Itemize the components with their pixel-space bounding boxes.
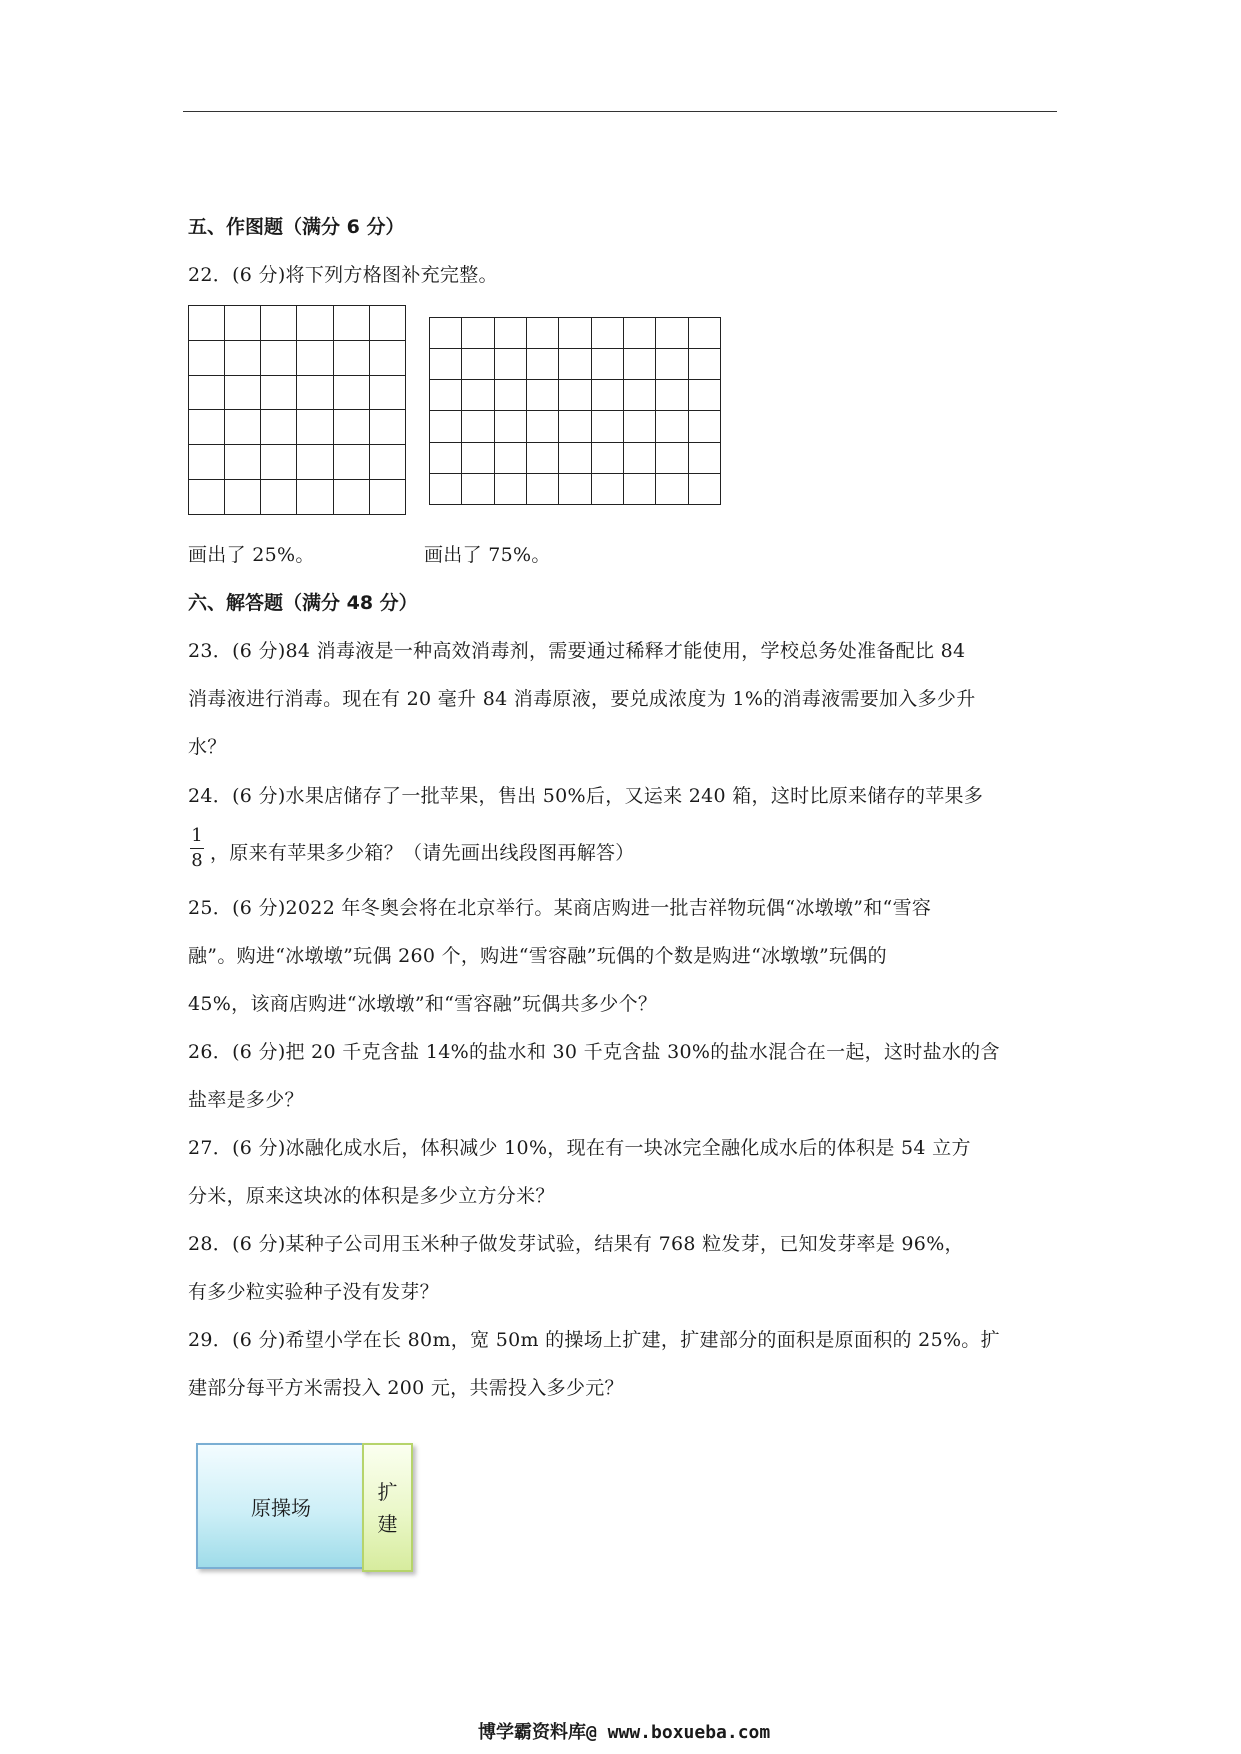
grid-cell <box>369 445 405 480</box>
grid-cell <box>591 411 623 442</box>
grid-cell <box>462 380 494 411</box>
grid-cell <box>430 318 462 349</box>
grid-cell <box>225 445 261 480</box>
grid-cell <box>189 340 225 375</box>
q23-line: 23．(6 分)84 消毒液是一种高效消毒剂，需要通过稀释才能使用，学校总务处准备配比 84 <box>188 640 966 662</box>
grid-cell <box>297 445 333 480</box>
grid-cell <box>369 480 405 515</box>
footer-watermark: 博学霸资料库@ www.boxueba.com <box>478 1722 771 1743</box>
grid-cell <box>494 380 526 411</box>
grid-row <box>430 318 721 349</box>
grid-cell <box>591 380 623 411</box>
grid-cell <box>591 473 623 504</box>
grid-cell <box>297 480 333 515</box>
grid-cell <box>623 349 655 380</box>
grid-cell <box>333 306 369 341</box>
grid-cell <box>559 473 591 504</box>
grid-cell <box>225 410 261 445</box>
q23-line: 水？ <box>188 736 227 758</box>
section6-title: 六、解答题（满分 48 分） <box>188 592 418 614</box>
caption-left: 画出了 25%。 <box>188 544 315 566</box>
grid-cell <box>623 442 655 473</box>
grid-cell <box>430 473 462 504</box>
grid-cell <box>189 480 225 515</box>
grid-cell <box>623 473 655 504</box>
grid-cell <box>688 380 720 411</box>
grid-cell <box>333 375 369 410</box>
grid-cell <box>656 349 688 380</box>
grid-cell <box>430 349 462 380</box>
q26-line: 26．(6 分)把 20 千克含盐 14%的盐水和 30 千克含盐 30%的盐水混合在一起，这时盐水的含 <box>188 1041 1000 1063</box>
grid-cell <box>526 349 558 380</box>
grid-cell <box>189 306 225 341</box>
grid-cell <box>369 375 405 410</box>
grid-right <box>429 317 721 505</box>
grid-cell <box>462 473 494 504</box>
grid-cell <box>297 375 333 410</box>
caption-right: 画出了 75%。 <box>424 544 551 566</box>
grid-row <box>430 349 721 380</box>
grid-cell <box>261 480 297 515</box>
grid-cell <box>526 411 558 442</box>
q25-line: 融”。购进“冰墩墩”玩偶 260 个，购进“雪容融”玩偶的个数是购进“冰墩墩”玩偶的 <box>188 945 887 967</box>
q28-line: 有多少粒实验种子没有发芽？ <box>188 1281 439 1303</box>
q26-line: 盐率是多少？ <box>188 1089 304 1111</box>
grid-cell <box>656 380 688 411</box>
grid-cell <box>261 410 297 445</box>
grid-row <box>430 442 721 473</box>
q29-line: 29．(6 分)希望小学在长 80m，宽 50m 的操场上扩建，扩建部分的面积是原面积的 25%。扩 <box>188 1329 1000 1351</box>
q24-fraction <box>190 826 204 871</box>
q25-line: 25．(6 分)2022 年冬奥会将在北京举行。某商店购进一批吉祥物玩偶“冰墩墩”和“雪容 <box>188 897 932 919</box>
grid-cell <box>688 349 720 380</box>
grid-cell <box>369 340 405 375</box>
grid-cell <box>526 473 558 504</box>
section5-title: 五、作图题（满分 6 分） <box>188 216 405 238</box>
grid-cell <box>656 442 688 473</box>
grid-row <box>430 411 721 442</box>
extension-label: 扩 <box>377 1479 398 1504</box>
grid-cell <box>297 340 333 375</box>
original-field-box <box>196 1443 366 1569</box>
grid-row <box>189 306 406 341</box>
grid-cell <box>559 442 591 473</box>
grid-cell <box>591 318 623 349</box>
grid-cell <box>559 349 591 380</box>
grid-cell <box>559 380 591 411</box>
grid-cell <box>526 442 558 473</box>
grid-cell <box>688 442 720 473</box>
grid-cell <box>333 410 369 445</box>
grid-cell <box>333 340 369 375</box>
grid-row <box>430 473 721 504</box>
grid-cell <box>656 473 688 504</box>
grid-cell <box>430 380 462 411</box>
grid-cell <box>623 411 655 442</box>
grid-cell <box>462 442 494 473</box>
grid-cell <box>430 442 462 473</box>
grid-cell <box>559 318 591 349</box>
grid-cell <box>333 480 369 515</box>
grid-cell <box>494 349 526 380</box>
q29-line: 建部分每平方米需投入 200 元，共需投入多少元？ <box>188 1377 624 1399</box>
grid-cell <box>688 318 720 349</box>
grid-cell <box>261 306 297 341</box>
grid-cell <box>623 380 655 411</box>
grid-cell <box>189 445 225 480</box>
grid-cell <box>688 411 720 442</box>
grid-cell <box>261 375 297 410</box>
grid-cell <box>623 318 655 349</box>
fraction-bar <box>190 848 204 849</box>
grid-row <box>189 480 406 515</box>
grid-cell <box>225 480 261 515</box>
q24-line: ，原来有苹果多少箱？（请先画出线段图再解答） <box>210 842 635 864</box>
grid-cell <box>656 318 688 349</box>
fraction-denominator: 8 <box>191 850 203 871</box>
fraction-numerator: 1 <box>191 825 203 846</box>
grid-cell <box>494 442 526 473</box>
original-field-label: 原操场 <box>251 1495 311 1520</box>
grid-cell <box>462 349 494 380</box>
header-rule <box>183 111 1057 112</box>
grid-row <box>189 445 406 480</box>
grid-cell <box>430 411 462 442</box>
grid-cell <box>591 349 623 380</box>
grid-cell <box>333 445 369 480</box>
grid-cell <box>526 380 558 411</box>
grid-cell <box>494 411 526 442</box>
q27-line: 27．(6 分)冰融化成水后，体积减少 10%，现在有一块冰完全融化成水后的体积是 54 立方 <box>188 1137 971 1159</box>
extension-box <box>362 1443 413 1572</box>
grid-cell <box>297 306 333 341</box>
grid-cell <box>526 318 558 349</box>
grid-cell <box>225 375 261 410</box>
grid-cell <box>369 410 405 445</box>
grid-cell <box>688 473 720 504</box>
grid-row <box>430 380 721 411</box>
grid-cell <box>591 442 623 473</box>
grid-row <box>189 340 406 375</box>
extension-label: 建 <box>377 1511 398 1536</box>
grid-left <box>188 305 406 515</box>
grid-cell <box>189 410 225 445</box>
grid-row <box>189 410 406 445</box>
grid-cell <box>225 340 261 375</box>
grid-cell <box>656 411 688 442</box>
grid-cell <box>494 318 526 349</box>
q23-line: 消毒液进行消毒。现在有 20 毫升 84 消毒原液，要兑成浓度为 1%的消毒液需要加入多少升 <box>188 688 976 710</box>
q27-line: 分米，原来这块冰的体积是多少立方分米？ <box>188 1185 555 1207</box>
grid-cell <box>189 375 225 410</box>
grid-cell <box>297 410 333 445</box>
q22-text: 22．(6 分)将下列方格图补充完整。 <box>188 264 498 286</box>
grid-cell <box>225 306 261 341</box>
grid-cell <box>559 411 591 442</box>
grid-cell <box>462 318 494 349</box>
grid-cell <box>494 473 526 504</box>
q24-line: 24．(6 分)水果店储存了一批苹果，售出 50%后，又运来 240 箱，这时比原来储存的苹果多 <box>188 785 984 807</box>
grid-cell <box>462 411 494 442</box>
q25-line: 45%，该商店购进“冰墩墩”和“雪容融”玩偶共多少个？ <box>188 993 658 1015</box>
grid-cell <box>261 340 297 375</box>
grid-cell <box>261 445 297 480</box>
grid-cell <box>369 306 405 341</box>
grid-row <box>189 375 406 410</box>
q28-line: 28．(6 分)某种子公司用玉米种子做发芽试验，结果有 768 粒发芽，已知发芽率是 96%， <box>188 1233 964 1255</box>
